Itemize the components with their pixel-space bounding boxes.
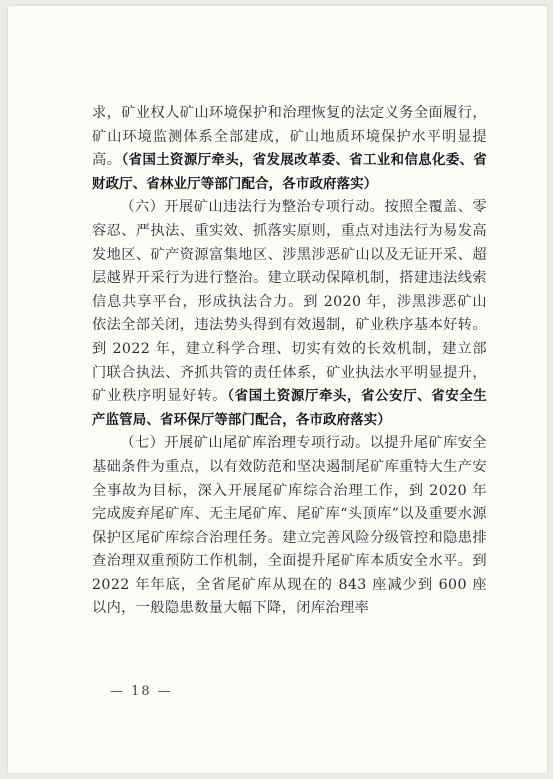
document-page <box>8 6 547 773</box>
paragraph-text: 按照全覆盖、零容忍、严执法、重实效、抓落实原则，重点对违法行为易发高发地区、矿产资源富集地区、涉黑涉恶矿山以及无证开采、超层越界开采行为进行整治。建立联动保障机制，搭建违法线索信息共享平台，形成执法合力。到 2020 年，涉黑涉恶矿山依法全部关闭，违法势头得到有效遏制，矿业秩序基本好转。到 2022 年，建立科学合理、切实有效的长效机制，建立部门联合执法、齐抓共管的责任体系，矿业执法水平明显提升，矿业秩序明显好转。 <box>92 199 487 405</box>
paragraph-text: 以提升尾矿库安全基础条件为重点，以有效防范和坚决遏制尾矿库重特大生产安全事故为目标，深入开展尾矿库综合治理工作，到 2020 年完成废弃尾矿库、无主尾矿库、尾矿库“头顶库”以及重要水源保护区尾矿库综合治理任务。建立完善风险分级管控和隐患排查治理双重预防工作机制，全面提升尾矿库本质安全水平。到 2022 年年底，全省尾矿库从现在的 843 座减少到 600 座以内，一般隐患数量大幅下降，闭库治理率 <box>92 435 487 617</box>
section-heading: （六）开展矿山违法行为整治专项行动。 <box>120 199 385 216</box>
responsibility-note: （省国土资源厅牵头，省发展改革委、省工业和信息化委、省财政厅、省林业厅等部门配合，各市政府落实） <box>92 153 487 192</box>
paragraph-text: 求，矿业权人矿山环境保护和治理恢复的法定义务全面履行，矿山环境监测体系全部建成，矿山地质环境保护水平明显提高。 <box>92 105 487 169</box>
paragraph-section-6 <box>92 196 487 432</box>
responsibility-note: （省国土资源厅牵头，省公安厅、省安全生产监管局、省环保厅等部门配合，各市政府落实） <box>92 389 487 428</box>
section-heading: （七）开展矿山尾矿库治理专项行动。 <box>120 435 370 452</box>
paragraph-continuation <box>92 102 487 196</box>
body-text <box>92 102 487 621</box>
paragraph-section-7 <box>92 432 487 621</box>
page-number: — 18 — <box>110 684 173 699</box>
